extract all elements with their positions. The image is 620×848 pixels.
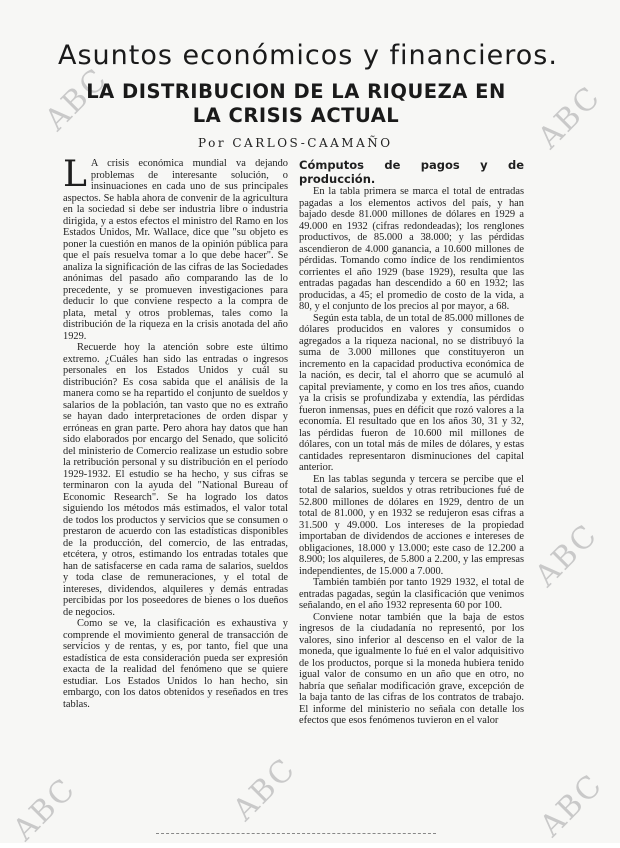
watermark: ABC — [528, 517, 605, 594]
footer-rule — [156, 833, 436, 834]
watermark: ABC — [531, 79, 608, 156]
watermark: ABC — [533, 767, 610, 844]
paragraph-text: A crisis económica mundial va dejando problemas de interesante solución, o insinuaciones en cada uno de sus principales aspectos. Se habla ahora de convenir de la agricultura en la sociedad si debe ser industria libre o industria dirigida, y a estos efectos el ministro del Ramo en los Estados Unidos, Mr. Wallace, dice que "su objeto es poner la cuestión en manos de la opinión pública para que el país resuelva tomar a lo que debe hacer". Se analiza la significación de las cifras de las Sociedades anónimas del pasado año comparando las de lo precedente, y se promueven investigaciones para deducir lo que conviene respecto a la compra de plata, metal y otros problemas, tales como la distribución de la riqueza en la crisis anotada del año 1929. — [63, 158, 288, 342]
drop-cap: L — [63, 154, 87, 195]
article-subheading: Cómputos de pagos y de producción. — [299, 158, 524, 186]
article-column-right — [299, 158, 524, 727]
article-paragraph: También también por tanto 1929 1932, el total de entradas pagadas, según la clasificación que venimos señalando, en el año 1932 representa 60 por 100. — [299, 577, 524, 611]
article-column-left — [63, 154, 288, 710]
article-paragraph: En la tabla primera se marca el total de entradas pagadas a los elementos activos del país, y han bajado desde 81.000 millones de dólares en 1929 a 49.000 en 1932 (cifras redondeadas); los renglones productivos, de 85.000 a 38.000; y las pérdidas ascendieron de 4.000 ganancia, a 10.600 millones de pérdidas. Tomando como índice de los rendimientos corrientes el año 1929 (base 1929), resulta que las entradas pagadas han descendido a 60 en 1932; las producidas, a 45; el promedio de costo de la vida, a 80, y el conjunto de los precios al por mayor, a 68. — [299, 186, 524, 312]
article-paragraph: Recuerde hoy la atención sobre este último extremo. ¿Cuáles han sido las entradas o ingresos personales en los Estados Unidos y cuál su distribución? Es cosa sabida que el análisis de la manera como se ha repartido el conjunto de sueldos y salarios de la población, tan vasto que no es extraño se hayan dado interpretaciones de orden dispar y erróneas en gran parte. Pero ahora hay datos que han sido elaborados por encargo del Senado, que solicitó del ministerio de Comercio realizase un estudio sobre la retribución personal y su distribución en el período 1929-1932. El estudio se ha hecho, y sus cifras se terminaron con la ayuda del "National Bureau of Economic Research". Se ha logrado los datos siguiendo los métodos más estimados, el valor total de todos los productos y servicios que se consumen o prestaron de acuerdo con las estadísticas disponibles de la producción, del comercio, de las entradas, etcétera, y otros, estimando los entradas totales que han de satisfacerse en cada rama de salarios, sueldos y toda clase de remuneraciones, y el total de intereses, dividendos, alquileres y demás entradas percibidas por los poseedores de bienes o los dueños de negocios. — [63, 342, 288, 618]
watermark: ABC — [6, 771, 83, 848]
article-byline: Por CARLOS-CAAMAÑO — [198, 136, 393, 150]
article-paragraph: Como se ve, la clasificación es exhaustiva y comprende el movimiento general de transacción de servicios y de rentas, y es, por tanto, fiel que una estadística de esta consideración pueda ser expresión exacta de la realidad del fenómeno que se quiere estudiar. Los Estados Unidos lo han hecho, sin embargo, con los datos obtenidos y reseñados en tres tablas. — [63, 618, 288, 710]
article-paragraph: Según esta tabla, de un total de 85.000 millones de dólares producidos en valores y consumidos o agregados a la riqueza nacional, no se distribuyó la suma de 3.000 millones que constituyeron un incremento en la capacidad productiva económica de la nación, es decir, tal el ahorro que se acumuló al capital previamente, y como en los tres años, cuando ya la crisis se profundizaba y extendía, las pérdidas fueron inmensas, pues en déficit que rozó valores a la economía. El resultado que en los años 30, 31 y 32, las pérdidas fueron de 10.600 mil millones de dólares, con un total más de miles de dólares, y estas cantidades representaron disminuciones del capital anterior. — [299, 312, 524, 473]
watermark: ABC — [38, 61, 115, 138]
watermark: ABC — [226, 751, 303, 828]
article-paragraph: En las tablas segunda y tercera se percibe que el total de salarios, sueldos y otras retribuciones fué de 52.800 millones de dólares en 1929, dentro de un total de 81.000, y en 1932 se redujeron esas cifras a 31.500 y 49.000. Los intereses de la propiedad importaban de dividendos de acciones e intereses de obligaciones, 18.000 y 13.000; este caso de 12.200 a 8.900; los alquileres, de 5.800 a 2.200, y las empresas independientes, de 15.000 a 7.000. — [299, 473, 524, 577]
article-headline: LA DISTRIBUCION DE LA RIQUEZA EN LA CRISIS ACTUAL — [86, 80, 506, 127]
article-paragraph — [63, 154, 288, 342]
article-paragraph: Conviene notar también que la baja de estos ingresos de la ciudadanía no representó, por los valores, sino inferior al descenso en el valor de la moneda, que igualmente lo fué en el valor adquisitivo de los productos, porque si la moneda hubiera tenido igual valor de consumo en un año que en otro, no habría que señalar modificación grave, excepción de la baja tanto de las cifras de los contratos de trabajo. El informe del ministerio no señala con detalle los efectos que esos fenómenos tuvieron en el valor — [299, 611, 524, 726]
section-title: Asuntos económicos y financieros. — [58, 40, 558, 71]
